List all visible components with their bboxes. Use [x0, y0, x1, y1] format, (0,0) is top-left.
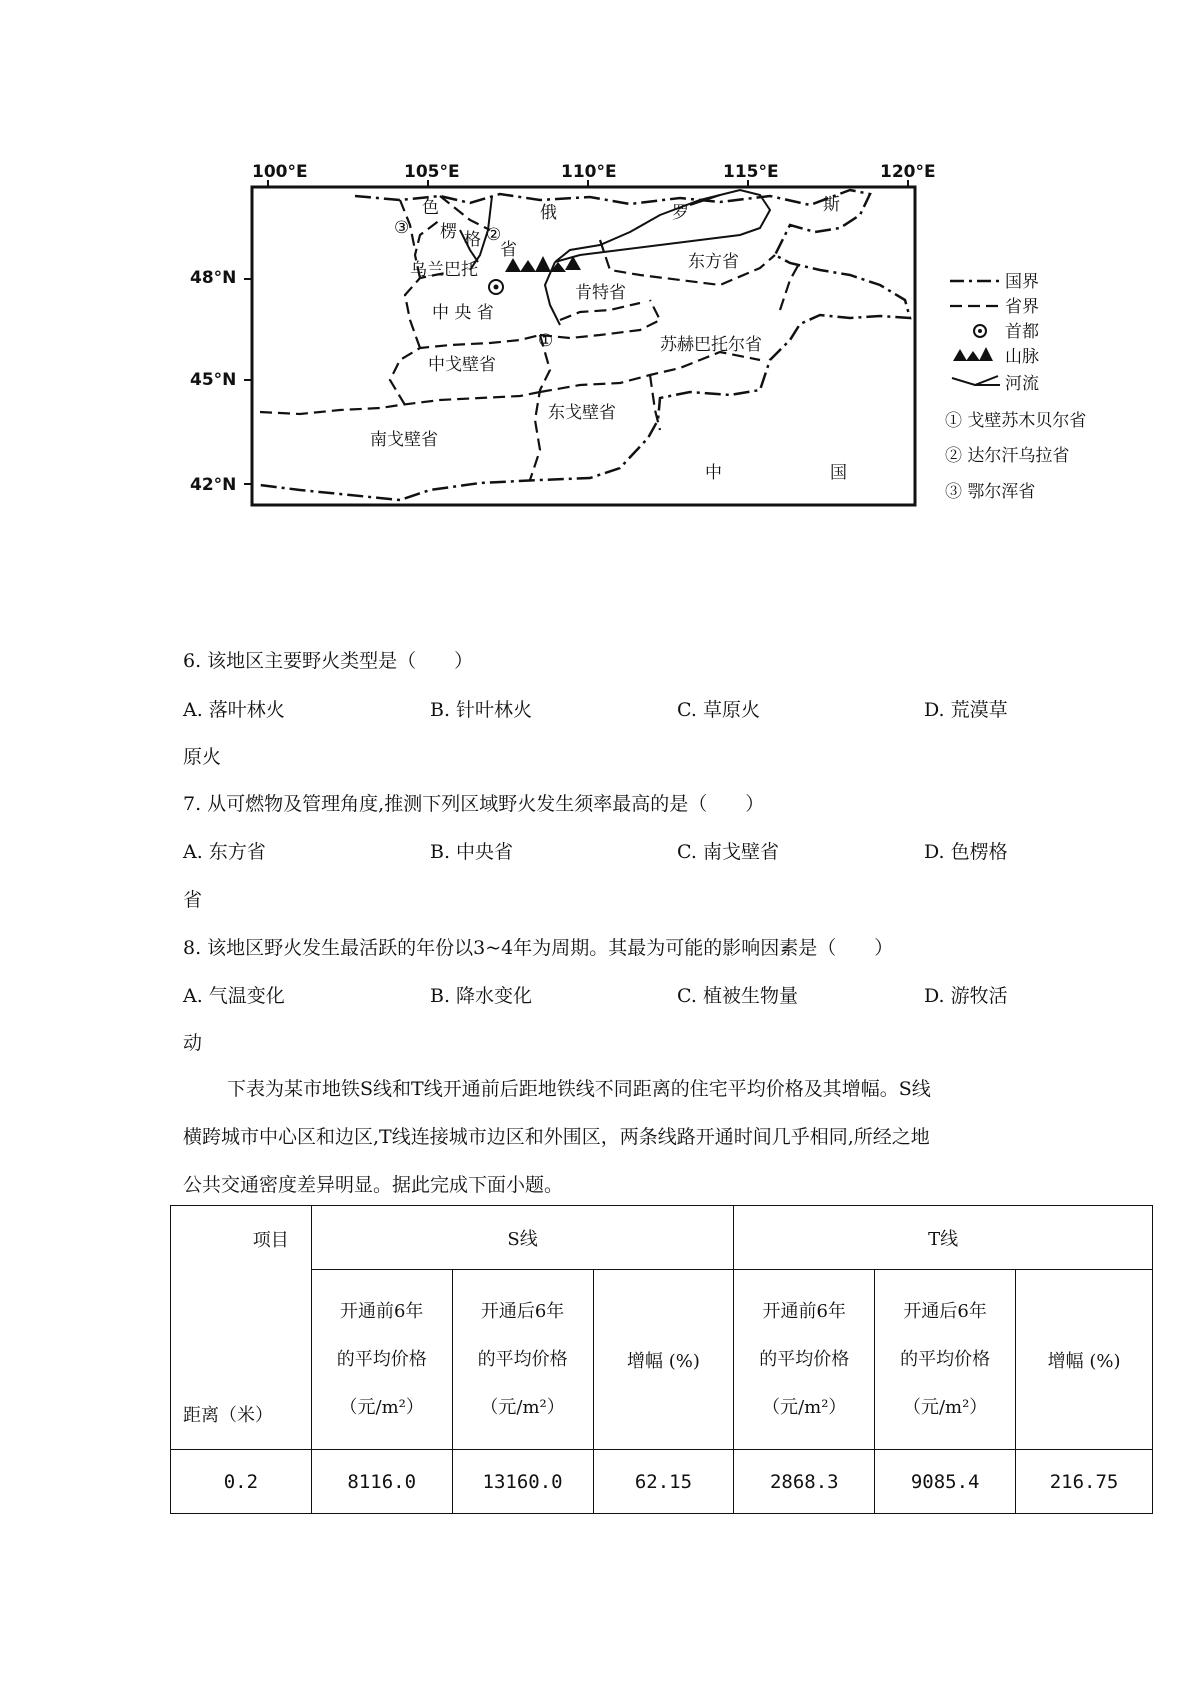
ulaanbaatar-label: 乌兰巴托: [410, 260, 478, 280]
s-before-header: [311, 1270, 452, 1450]
t-before-header-line-1: 开通前6年: [762, 1300, 846, 1322]
t-after-header-line-2: 的平均价格: [900, 1348, 991, 1370]
t-after-header-line-3: （元/m²）: [902, 1396, 988, 1418]
t-before-header-line-3: （元/m²）: [762, 1396, 847, 1418]
national-border: [260, 190, 910, 500]
s-after-header: [452, 1270, 593, 1450]
legend-note-1: ① 戈壁苏木贝尔省: [945, 411, 1087, 431]
lat-label-48: 48°N: [190, 268, 237, 288]
lat-label-42: 42°N: [190, 475, 237, 495]
legend-rivers: 河流: [1005, 374, 1039, 394]
price-table: [170, 1205, 1153, 1514]
sukhbaatar-label: 苏赫巴托尔省: [660, 335, 762, 355]
question-7-option-d[interactable]: D. 色楞格: [924, 841, 1008, 863]
t-before-header-line-2: 的平均价格: [759, 1348, 850, 1370]
question-8-option-a[interactable]: A. 气温变化: [183, 985, 285, 1007]
question-6-option-c[interactable]: C. 草原火: [677, 699, 760, 721]
s-after-header-line-3: （元/m²）: [480, 1396, 565, 1418]
s-increase-header: 增幅 (%): [593, 1270, 734, 1450]
map-legend: [945, 272, 1086, 502]
legend-national-border: 国界: [1005, 272, 1039, 292]
question-8-stem: 8. 该地区野火发生最活跃的年份以3~4年为周期。其最为可能的影响因素是（ ）: [183, 937, 894, 959]
question-8-option-d-wrap: 动: [183, 1032, 203, 1054]
s-after-header-line-1: 开通后6年: [480, 1300, 565, 1322]
russia-label-1: 俄: [540, 203, 557, 223]
passage-line-3: 公共交通密度差异明显。据此完成下面小题。: [183, 1174, 564, 1196]
legend-note-2: ② 达尔汗乌拉省: [945, 446, 1070, 466]
lon-label-120: 120°E: [880, 162, 936, 182]
t-before-header: [734, 1270, 875, 1450]
east-gobi-label: 东戈壁省: [548, 403, 616, 423]
s-line-header: S线: [311, 1206, 734, 1270]
lon-label-115: 115°E: [723, 162, 779, 182]
table-row: [171, 1450, 1153, 1514]
province-mark-2: ②: [486, 225, 502, 245]
selenge-label-2: 楞: [440, 222, 457, 242]
s-after-header-line-2: 的平均价格: [477, 1348, 568, 1370]
s-before-header-line-3: （元/m²）: [339, 1396, 424, 1418]
question-7-option-c[interactable]: C. 南戈壁省: [677, 841, 779, 863]
passage-line-2: 横跨城市中心区和边区,T线连接城市边区和外围区，两条线路开通时间几乎相同,所经之地: [183, 1126, 930, 1148]
table-corner-cell: [171, 1206, 312, 1450]
t-increase-header: 增幅 (%): [1016, 1270, 1153, 1450]
s-increase-cell: 62.15: [593, 1450, 734, 1514]
question-7-option-a[interactable]: A. 东方省: [183, 841, 266, 863]
question-6-option-a[interactable]: A. 落叶林火: [183, 699, 285, 721]
question-8-option-d[interactable]: D. 游牧活: [924, 985, 1008, 1007]
t-after-header: [875, 1270, 1016, 1450]
lon-label-105: 105°E: [404, 162, 460, 182]
question-7-stem: 7. 从可燃物及管理角度,推测下列区域野火发生须率最高的是（ ）: [183, 793, 765, 815]
selenge-label-3: 格: [464, 230, 481, 250]
selenge-label-1: 色: [422, 198, 439, 218]
china-label-1: 中: [705, 463, 722, 483]
corner-bottom-label: 距离（米）: [183, 1405, 273, 1426]
question-7-option-b[interactable]: B. 中央省: [430, 841, 514, 863]
south-gobi-label: 南戈壁省: [370, 430, 438, 450]
s-after-cell: 13160.0: [452, 1450, 593, 1514]
question-6-option-d-wrap: 原火: [183, 746, 222, 768]
question-8-option-b[interactable]: B. 降水变化: [430, 985, 533, 1007]
question-8-option-c[interactable]: C. 植被生物量: [677, 985, 798, 1007]
corner-top-label: 项目: [252, 1230, 289, 1251]
province-mark-3: ③: [394, 218, 410, 238]
t-after-header-line-1: 开通后6年: [903, 1300, 987, 1322]
mongolia-map: [0, 0, 1200, 560]
question-6-option-b[interactable]: B. 针叶林火: [430, 699, 533, 721]
t-line-header: T线: [734, 1206, 1153, 1270]
legend-note-3: ③ 鄂尔浑省: [945, 482, 1036, 502]
t-before-cell: 2868.3: [734, 1450, 875, 1514]
middle-gobi-label: 中戈壁省: [428, 355, 496, 375]
legend-mountains: 山脉: [1005, 347, 1039, 367]
russia-label-2: 罗: [672, 203, 689, 223]
passage-line-1: 下表为某市地铁S线和T线开通前后距地铁线不同距离的住宅平均价格及其增幅。S线: [227, 1078, 931, 1100]
lon-label-110: 110°E: [561, 162, 617, 182]
question-6-option-d[interactable]: D. 荒漠草: [924, 699, 1008, 721]
s-before-cell: 8116.0: [311, 1450, 452, 1514]
t-increase-cell: 216.75: [1016, 1450, 1153, 1514]
central-province-label: 中 央 省: [432, 303, 494, 323]
lat-label-45: 45°N: [190, 370, 237, 390]
russia-label-3: 斯: [823, 195, 840, 215]
s-before-header-line-2: 的平均价格: [336, 1348, 427, 1370]
province-mark-1: ①: [538, 331, 554, 351]
question-6-stem: 6. 该地区主要野火类型是（ ）: [183, 650, 474, 672]
dornod-label: 东方省: [688, 252, 739, 272]
khentii-label: 肯特省: [575, 283, 626, 303]
map-frame: [252, 187, 915, 505]
selenge-label-4: 省: [500, 240, 517, 260]
legend-province-border: 省界: [1005, 297, 1039, 317]
t-after-cell: 9085.4: [875, 1450, 1016, 1514]
legend-capital: 首都: [1005, 322, 1039, 342]
capital-marker: [489, 280, 503, 294]
china-label-2: 国: [830, 463, 847, 483]
s-before-header-line-1: 开通前6年: [339, 1300, 424, 1322]
question-7-option-d-wrap: 省: [183, 889, 203, 911]
lon-label-100: 100°E: [252, 162, 308, 182]
graticule-ticks: [244, 180, 908, 484]
distance-cell: 0.2: [171, 1450, 312, 1514]
